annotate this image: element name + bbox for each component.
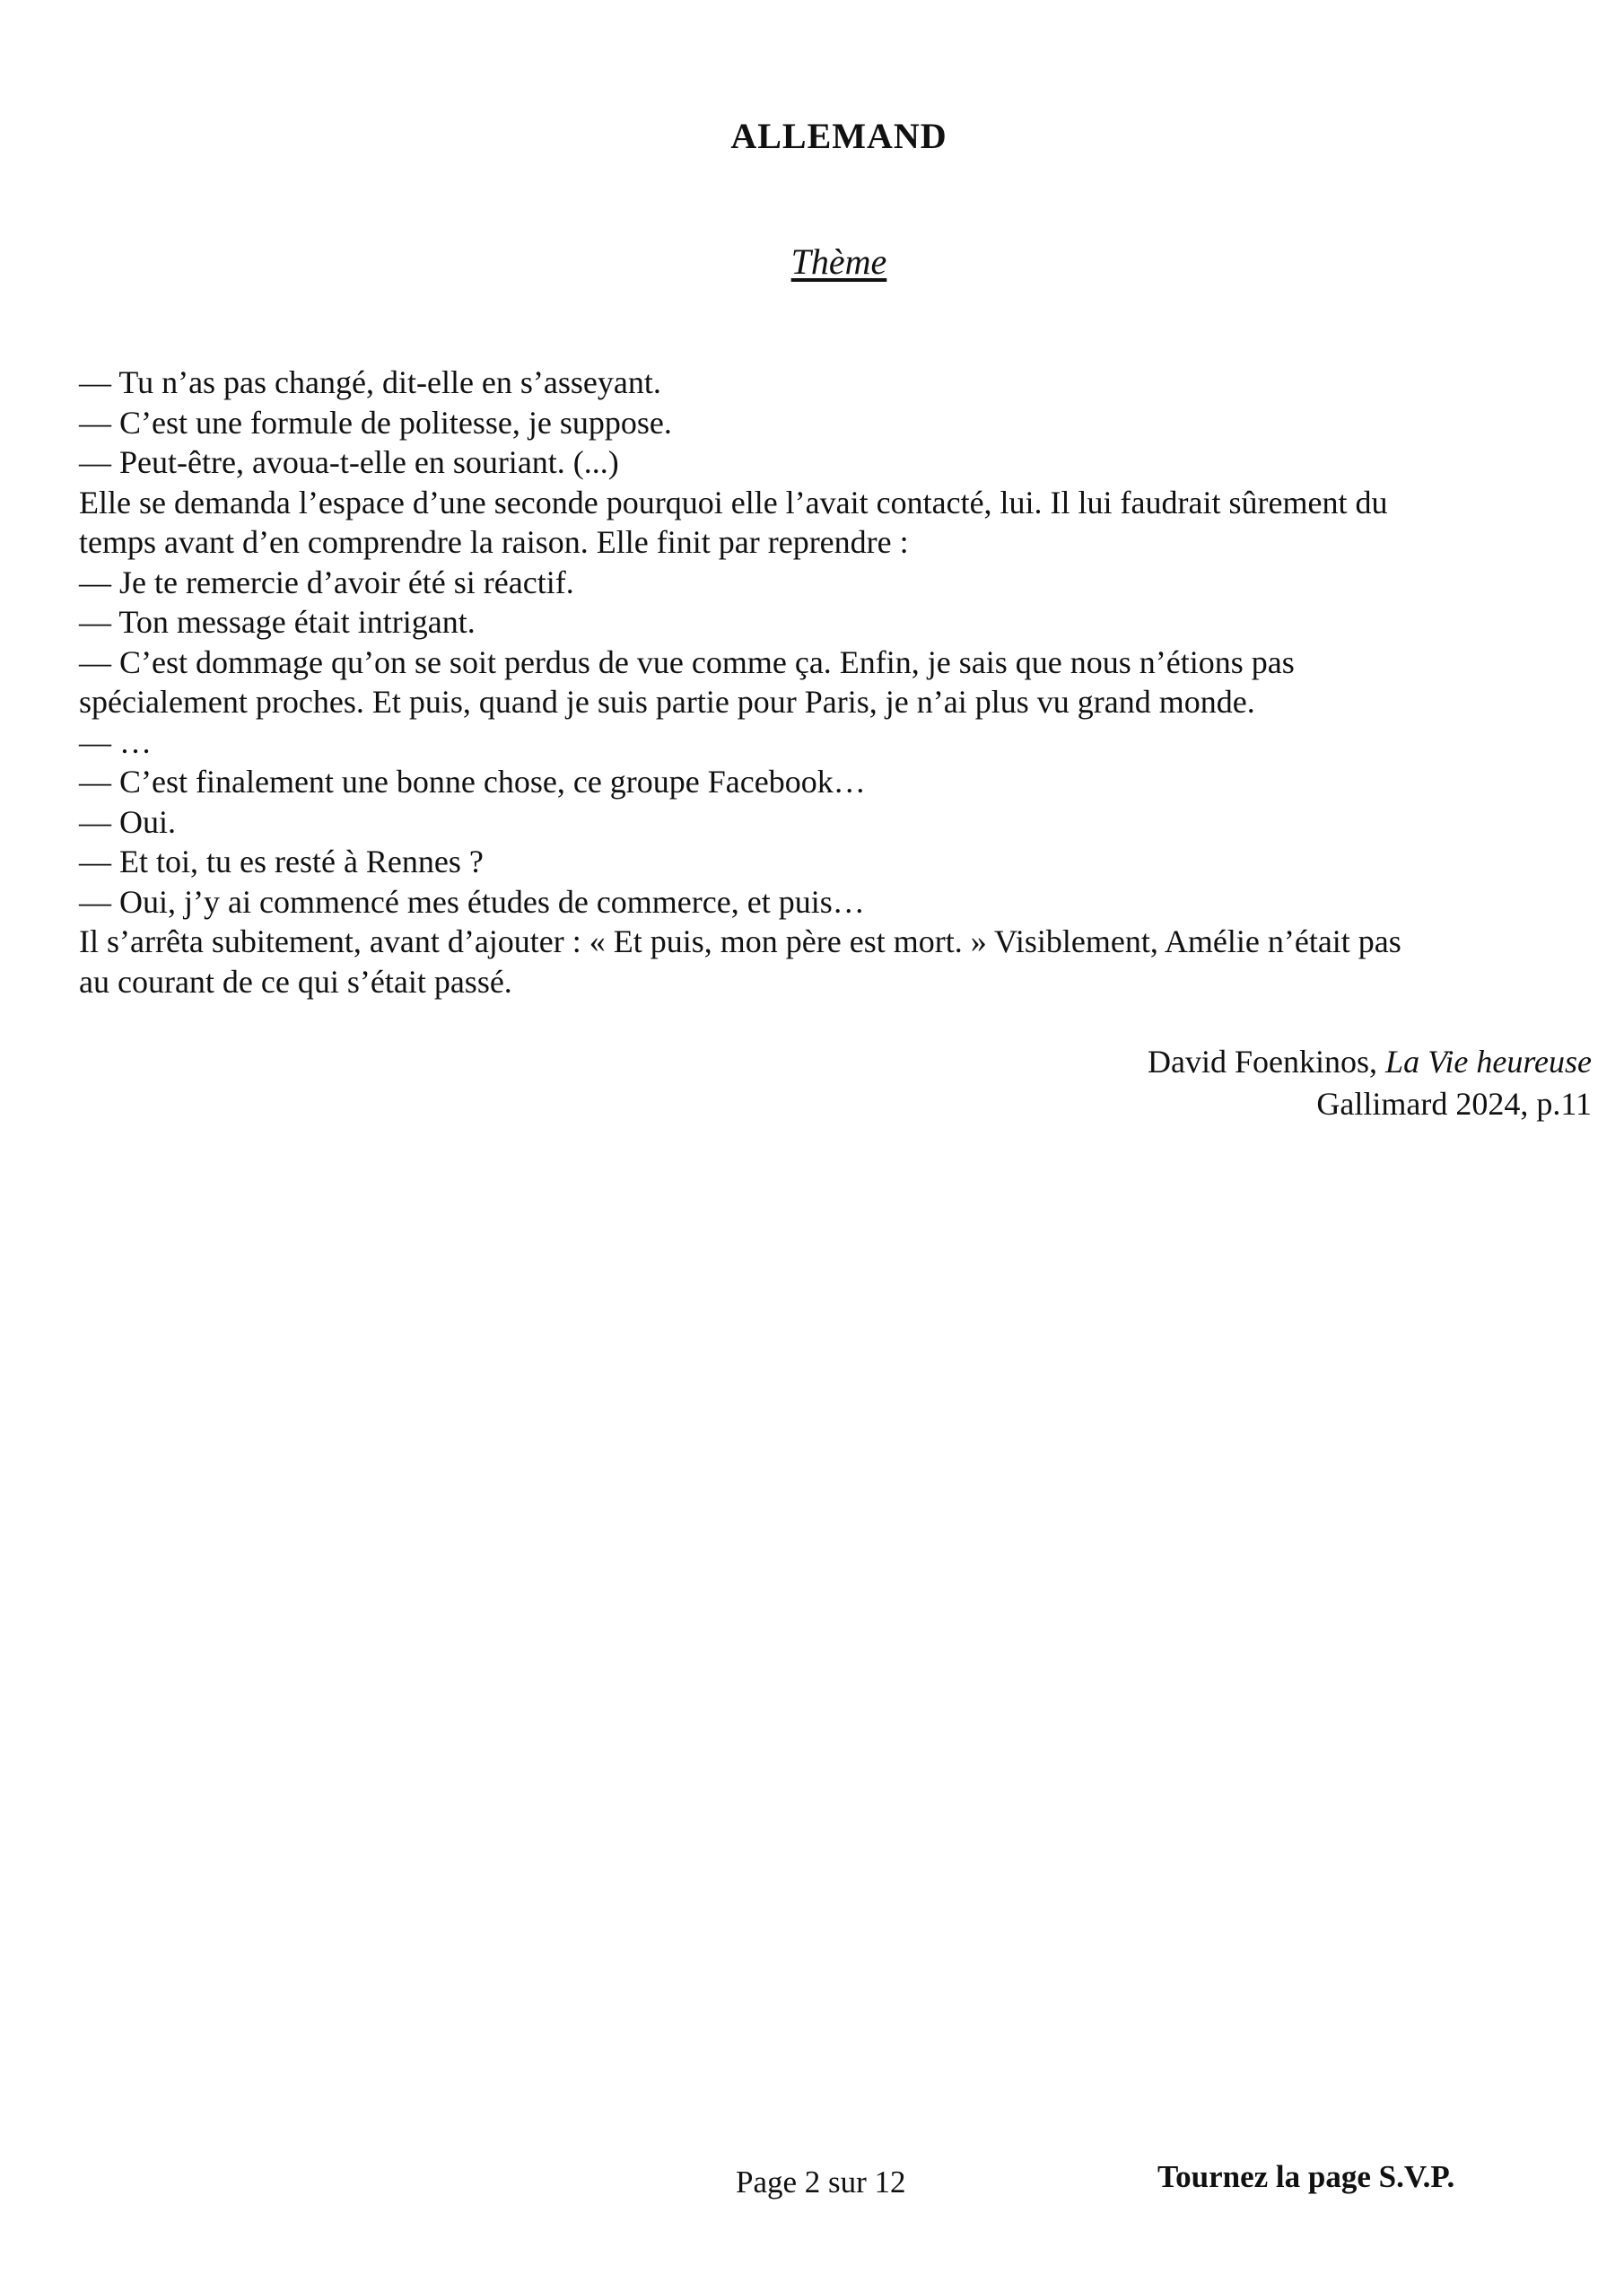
passage-line: — Tu n’as pas changé, dit-elle en s’asseyant.	[79, 364, 661, 400]
passage-line: Il s’arrêta subitement, avant d’ajouter : « Et puis, mon père est mort. » Visiblement, Amélie n’était pas	[79, 923, 1401, 959]
passage-line: temps avant d’en comprendre la raison. Elle finit par reprendre :	[79, 524, 909, 560]
passage-line: spécialement proches. Et puis, quand je suis partie pour Paris, je n’ai plus vu grand monde.	[79, 684, 1255, 720]
citation-author-line	[784, 1041, 1592, 1083]
turn-page-note: Tournez la page S.V.P.	[1157, 2159, 1455, 2194]
passage-line: Elle se demanda l’espace d’une seconde pourquoi elle l’avait contacté, lui. Il lui faudrait sûrement du	[79, 484, 1388, 520]
passage-line: — Ton message était intrigant.	[79, 604, 476, 640]
passage-line: — Oui.	[79, 803, 176, 840]
passage-line: — Oui, j’y ai commencé mes études de commerce, et puis…	[79, 883, 865, 920]
passage-text	[79, 363, 1586, 1001]
citation-publisher: Gallimard 2024, p.11	[1316, 1086, 1592, 1122]
section-subtitle: Thème	[790, 241, 887, 282]
passage-line: — Et toi, tu es resté à Rennes ?	[79, 844, 484, 879]
page-title: ALLEMAND	[730, 116, 947, 156]
passage-line: — C’est une formule de politesse, je suppose.	[79, 404, 672, 441]
citation-author: David Foenkinos,	[1148, 1044, 1378, 1080]
passage-line: au courant de ce qui s’était passé.	[79, 963, 512, 1000]
passage-line: — Je te remercie d’avoir été si réactif.	[79, 564, 574, 600]
passage-line: — C’est dommage qu’on se soit perdus de vue comme ça. Enfin, je sais que nous n’étions pas	[79, 643, 1295, 680]
source-citation	[784, 1041, 1592, 1125]
passage-line: — Peut-être, avoua-t-elle en souriant. (...)	[79, 444, 619, 480]
passage-line: — C’est finalement une bonne chose, ce groupe Facebook…	[79, 764, 866, 800]
citation-book-title: La Vie heureuse	[1385, 1044, 1592, 1080]
page-number: Page 2 sur 12	[736, 2165, 906, 2200]
passage-line: — …	[79, 723, 152, 760]
